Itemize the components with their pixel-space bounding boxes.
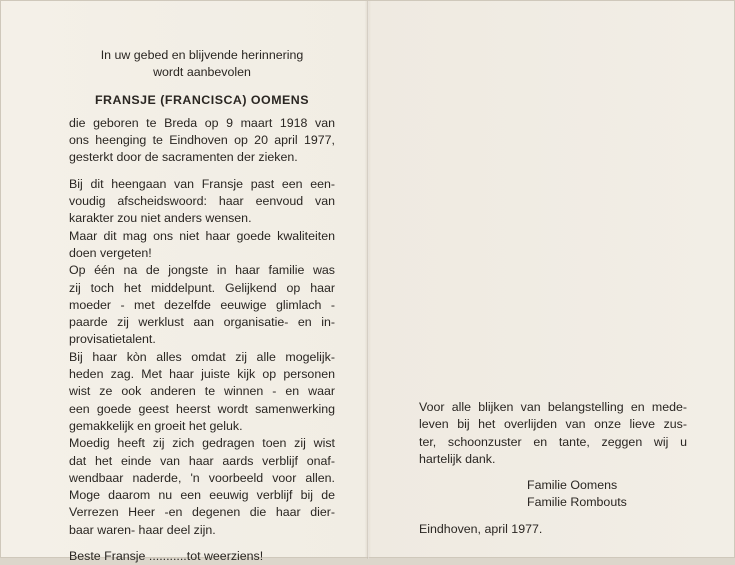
text-line: gemakkelijk en groeit het geluk. bbox=[69, 418, 243, 433]
intro-line: wordt aanbevolen bbox=[153, 65, 251, 80]
text-line: voudig afscheidswoord: haar eenvoud van bbox=[69, 194, 335, 209]
text-line: baar waren- haar deel zijn. bbox=[69, 522, 216, 537]
text-line: provisatietalent. bbox=[69, 332, 156, 347]
text-line: heden zag. Met haar juiste kijk op personen bbox=[69, 367, 335, 382]
text-line: Op één na de jongste in haar familie was bbox=[69, 263, 335, 278]
card-fold-line bbox=[367, 1, 369, 559]
birth-death-paragraph bbox=[69, 115, 335, 167]
text-line: ons heenging te Eindhoven op 20 april 1977, bbox=[69, 133, 335, 148]
signature-line: Familie Rombouts bbox=[527, 495, 627, 510]
text-line: Voor alle blijken van belangstelling en mede- bbox=[419, 400, 687, 414]
text-line: Moge daarom nu een eeuwig verblijf bij de bbox=[69, 488, 335, 503]
deceased-name: FRANSJE (FRANCISCA) OOMENS bbox=[94, 92, 309, 107]
text-line: Moedig heeft zij zich gedragen toen zij wist bbox=[69, 436, 335, 451]
text-line: wendbaar naderde, 'n voorbeeld voor allen. bbox=[69, 470, 335, 485]
thanks-paragraph bbox=[419, 399, 687, 468]
left-panel bbox=[69, 47, 335, 565]
text-line: karakter zou niet anders wensen. bbox=[69, 211, 252, 226]
text-line: een goede geest heerst wordt samenwerking bbox=[69, 401, 335, 416]
text-line: Bij dit heengaan van Fransje past een een- bbox=[69, 176, 335, 191]
text-line: Verrezen Heer -en degenen die haar dier- bbox=[69, 505, 335, 520]
text-line: die geboren te Breda op 9 maart 1918 van bbox=[69, 115, 335, 130]
text-line: Bij haar kòn alles omdat zij alle mogelijk- bbox=[69, 349, 335, 364]
text-line: paarde zij werklust aan organisatie- en in- bbox=[69, 315, 335, 330]
text-line: leven bij het overlijden van onze lieve zus- bbox=[419, 417, 687, 432]
text-line: zij toch het middelpunt. Gelijkend op haar bbox=[69, 280, 335, 295]
text-line: moeder - met dezelfde eeuwige glimlach - bbox=[69, 297, 335, 312]
text-line: dat het einde van haar aards verblijf onaf- bbox=[69, 453, 335, 468]
text-line: ter, schoonzuster en tante, zeggen wij u bbox=[419, 434, 687, 449]
text-line: gesterkt door de sacramenten der zieken. bbox=[69, 150, 298, 165]
text-line: Maar dit mag ons niet haar goede kwaliteiten bbox=[69, 228, 335, 243]
signature-line: Familie Oomens bbox=[527, 478, 618, 493]
text-line: hartelijk dank. bbox=[419, 451, 496, 466]
text-line: wist ze ook anderen te winnen - en waar bbox=[69, 384, 335, 399]
right-panel bbox=[419, 399, 687, 538]
intro-line: In uw gebed en blijvende herinnering bbox=[100, 48, 304, 62]
text-line: doen vergeten! bbox=[69, 245, 152, 260]
closing-line: Beste Fransje ...........tot weerziens! bbox=[69, 549, 264, 564]
place-date: Eindhoven, april 1977. bbox=[419, 521, 543, 536]
tribute-paragraph bbox=[69, 176, 335, 539]
